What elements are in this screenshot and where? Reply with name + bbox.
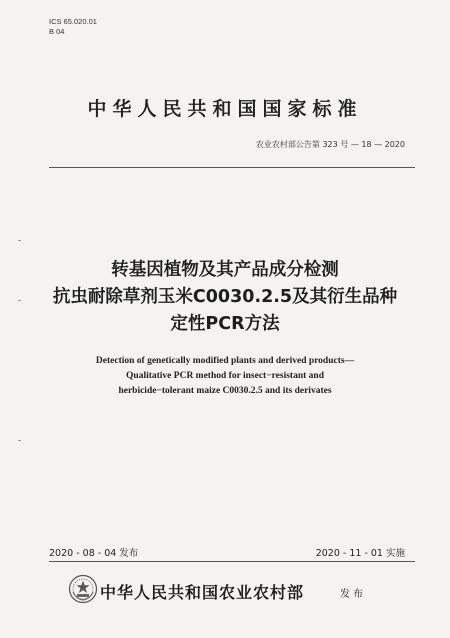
chinese-title-line-1: 转基因植物及其产品成分检测	[111, 260, 339, 280]
classification-codes	[49, 17, 97, 37]
ccs-code: B 04	[49, 27, 65, 36]
margin-mark	[18, 440, 21, 441]
margin-mark	[18, 240, 21, 241]
issuing-authority: 中华人民共和国农业农村部	[100, 583, 305, 602]
english-title-line-1: Detection of genetically modified plants and derived products—	[95, 356, 355, 366]
implementation-date: 2020 - 11 - 01 实施	[315, 548, 405, 559]
standard-type-title: 中华人民共和国国家标准	[87, 98, 363, 120]
chinese-title-line-2: 抗虫耐除草剂玉米C0030.2.5及其衍生品种	[52, 287, 398, 307]
ics-code: ICS 65.020.01	[49, 17, 97, 26]
bottom-divider	[49, 561, 415, 562]
margin-mark	[18, 300, 21, 301]
issue-label: 发布	[340, 589, 366, 600]
english-title-line-3: herbicide−tolerant maize C0030.2.5 and its derivates	[118, 386, 332, 396]
standard-number: 农业农村部公告第 323 号 — 18 — 2020	[255, 140, 405, 149]
chinese-title-line-3: 定性PCR方法	[170, 314, 280, 334]
issue-date: 2020 - 08 - 04 发布	[49, 548, 139, 559]
english-title-line-2: Qualitative PCR method for insect−resistant and	[126, 371, 324, 381]
national-emblem-icon	[68, 574, 98, 604]
english-title	[0, 354, 450, 399]
chinese-title	[0, 257, 450, 338]
top-divider	[49, 167, 415, 168]
